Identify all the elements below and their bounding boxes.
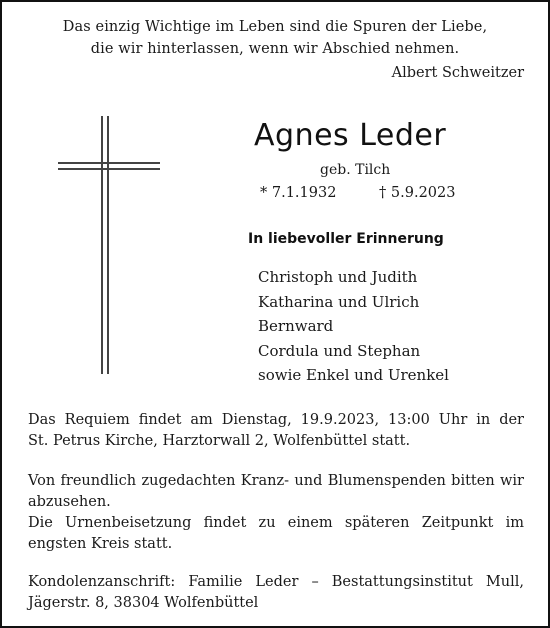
requiem-line-2: St. Petrus Kirche, Harztorwall 2, Wolfenbüttel statt. [28, 433, 411, 449]
mourner: sowie Enkel und Urenkel [258, 366, 449, 384]
deceased-name: Agnes Leder [254, 118, 447, 153]
quote-author: Albert Schweitzer [391, 65, 524, 81]
mourner: Christoph und Judith [258, 268, 418, 286]
notes-line-4: engsten Kreis statt. [28, 536, 173, 552]
notes-line-1: Von freundlich zugedachten Kranz- und Blumenspenden bitten wir [28, 473, 524, 489]
notes-paragraph [28, 471, 524, 555]
life-dates [260, 185, 455, 201]
requiem-line-1: Das Requiem findet am Dienstag, 19.9.2023, 13:00 Uhr in der [28, 412, 524, 428]
condolence-line-1: Kondolenzanschrift: Familie Leder – Bestattungsinstitut Mull, [28, 574, 524, 590]
death-date: † 5.9.2023 [379, 185, 456, 201]
mourner: Katharina und Ulrich [258, 292, 420, 311]
mourner: Cordula und Stephan [258, 341, 421, 360]
condolence-line-2: Jägerstr. 8, 38304 Wolfenbüttel [28, 595, 259, 611]
quote-line-1: Das einzig Wichtige im Leben sind die Spuren der Liebe, [62, 19, 488, 35]
memory-heading: In liebevoller Erinnerung [248, 231, 444, 247]
birth-date: * 7.1.1932 [260, 185, 337, 201]
mourner: Bernward [258, 317, 334, 335]
mourners-list [258, 265, 449, 388]
requiem-paragraph [28, 410, 524, 452]
quote [2, 16, 548, 60]
cross-icon [54, 114, 164, 376]
notes-line-2: abzusehen. [28, 494, 111, 510]
condolence-paragraph [28, 572, 524, 614]
maiden-name: geb. Tilch [320, 162, 391, 178]
notes-line-3: Die Urnenbeisetzung findet zu einem späteren Zeitpunkt im [28, 515, 524, 531]
quote-line-2: die wir hinterlassen, wenn wir Abschied nehmen. [90, 41, 460, 57]
